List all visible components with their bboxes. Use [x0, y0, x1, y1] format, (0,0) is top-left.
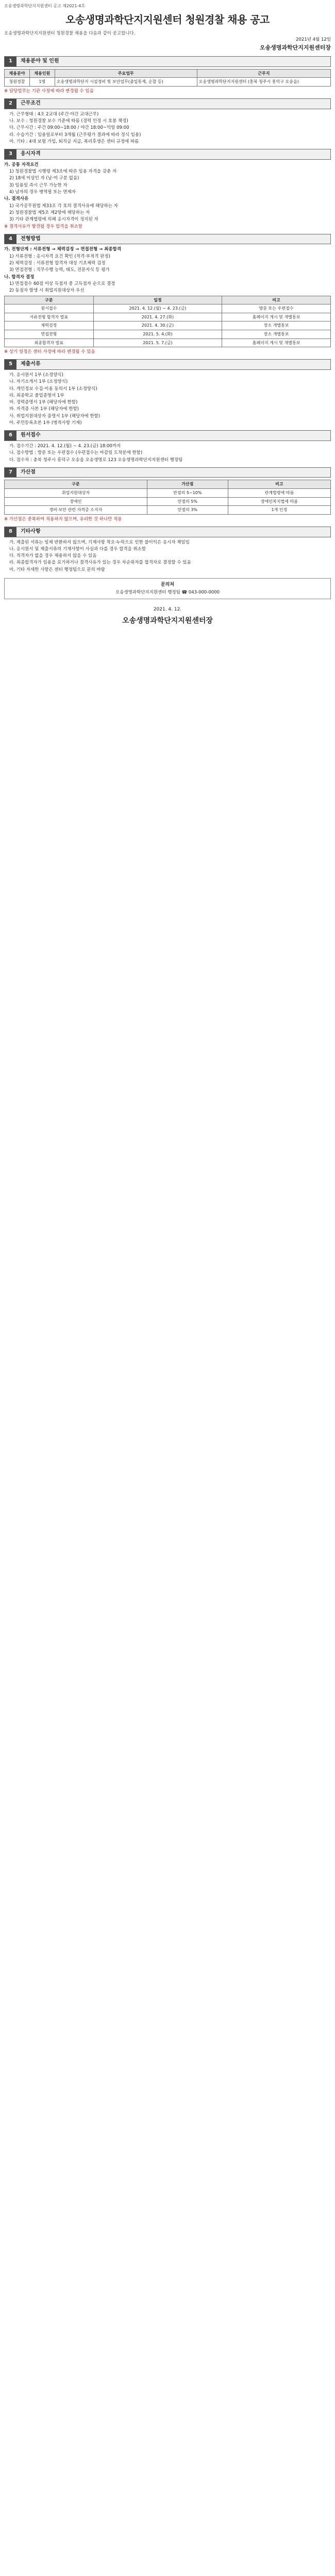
documents-list	[4, 372, 331, 427]
table-row	[5, 321, 331, 330]
section-title: 전형방법	[20, 235, 41, 242]
table-cell: 취업지원대상자	[5, 488, 147, 497]
list-item: 마. 경력증명서 1부 (해당자에 한함)	[9, 400, 78, 405]
list-item: 라. 최종학교 졸업증명서 1부	[9, 393, 64, 398]
table-cell: 2021. 4. 30.(금)	[93, 321, 222, 330]
list-item: ※ 결격사유가 발견될 경우 합격을 취소함	[4, 224, 83, 229]
col-header: 비고	[228, 480, 330, 489]
section-title: 가산점	[20, 469, 36, 475]
table-row	[5, 313, 331, 321]
section-number: 2	[5, 99, 16, 109]
section-header-5	[4, 359, 331, 370]
work-conditions-list	[4, 111, 331, 145]
list-item: 마. 기타 자세한 사항은 센터 행정팀으로 문의 바람	[9, 567, 105, 572]
table-cell: 방문 또는 우편접수	[222, 304, 331, 313]
list-item: 1) 서류전형 : 응시자격 요건 확인 (적격·부적격 판정)	[9, 253, 110, 259]
schedule-note: ※ 상기 일정은 센터 사정에 따라 변경될 수 있음	[4, 349, 95, 355]
table-row	[5, 488, 331, 497]
issuer-org: 오송생명과학단지지원센터장	[259, 44, 331, 52]
table-cell: 홈페이지 게시 및 개별통보	[222, 338, 331, 347]
table-cell: 체력검정	[5, 321, 94, 330]
table-cell: 관계법령에 따름	[228, 488, 330, 497]
table-cell: 장애인복지법에 따름	[228, 497, 330, 506]
list-item: 다. 적격자가 없을 경우 채용하지 않을 수 있음	[9, 553, 97, 559]
table-cell: 면접전형	[5, 330, 94, 338]
section-title: 근무조건	[20, 100, 41, 107]
section-header-4	[4, 234, 331, 245]
list-item: 가. 응시원서 1부 (소정양식)	[9, 372, 63, 378]
table-cell: 만점의 3%	[147, 506, 228, 515]
page-title: 오송생명과학단지지원센터 청원경찰 채용 공고	[65, 13, 270, 26]
notice-date: 2021년 4월 12일	[296, 37, 331, 42]
footer-date: 2021. 4. 12.	[153, 607, 182, 613]
misc-list	[4, 539, 331, 573]
table-cell: 2021. 5. 4.(화)	[93, 330, 222, 338]
section-number: 8	[5, 527, 16, 537]
list-item: 나. 결격사유	[4, 196, 29, 202]
list-item: 다. 근무시간 : 주간 09:00~18:00 / 야간 18:00~익일 09:00	[9, 125, 129, 131]
list-item: 마. 기타 : 4대 보험 가입, 퇴직금 지급, 복리후생은 센터 규정에 따름	[9, 139, 139, 144]
list-item: 가. 근무형태 : 4조 2교대 (주간·야간 교대근무)	[9, 111, 99, 117]
contact-box	[4, 578, 331, 599]
table-cell: 만점의 5~10%	[147, 488, 228, 497]
list-item: 나. 응시원서 및 제출서류의 기재사항이 사실과 다를 경우 합격을 취소함	[9, 546, 146, 552]
list-item: 2) 동점자 발생 시 취업지원대상자 우선	[9, 288, 85, 294]
table-cell: 2021. 5. 7.(금)	[93, 338, 222, 347]
section-title: 원서접수	[20, 432, 41, 438]
bonus-table	[4, 480, 331, 514]
list-item: 사. 취업지원대상자 증명서 1부 (해당자에 한함)	[9, 413, 100, 419]
notice-page	[0, 0, 335, 636]
section-header-2	[4, 98, 331, 109]
section-header-6	[4, 430, 331, 441]
section-title: 기타사항	[20, 529, 41, 535]
table-cell: 원서접수	[5, 304, 94, 313]
section-number: 3	[5, 149, 16, 159]
table-row	[5, 338, 331, 347]
list-item: 2) 체력검정 : 서류전형 합격자 대상 기초체력 검정	[9, 260, 106, 266]
table-cell: 장애인	[5, 497, 147, 506]
recruit-table	[4, 69, 331, 87]
col-header: 근무지	[197, 69, 330, 78]
list-item: 나. 합격자 결정	[4, 274, 35, 280]
list-item: 3) 기타 관계법령에 의해 응시자격이 정지된 자	[9, 217, 98, 223]
qualification-list	[4, 162, 331, 230]
list-item: 나. 자기소개서 1부 (소정양식)	[9, 379, 68, 385]
table-cell: 만점의 5%	[147, 497, 228, 506]
list-item: 가. 전형단계 : 서류전형 → 체력검정 → 면접전형 → 최종합격	[4, 247, 122, 252]
list-item: 1) 면접점수 60점 이상 득점자 중 고득점자 순으로 결정	[9, 281, 115, 286]
col-header: 가산점	[147, 480, 228, 489]
col-header: 일정	[93, 296, 222, 304]
list-item: 가. 접수기간 : 2021. 4. 12.(월) ~ 4. 23.(금) 18:00까지	[9, 443, 121, 449]
col-header: 주요업무	[55, 69, 197, 78]
section-header-8	[4, 527, 331, 537]
section-number: 1	[5, 57, 16, 66]
section-header-7	[4, 467, 331, 478]
list-item: 1) 국가공무원법 제33조 각 호의 결격사유에 해당하는 자	[9, 203, 118, 209]
col-header: 구분	[5, 296, 94, 304]
table-row	[5, 304, 331, 313]
table-row	[5, 330, 331, 338]
col-header: 구분	[5, 480, 147, 489]
schedule-table	[4, 296, 331, 348]
section-header-3	[4, 149, 331, 160]
section-header-1	[4, 56, 331, 67]
table-cell: 홈페이지 게시 및 개별통보	[222, 313, 331, 321]
list-item: 2) 18세 이상인 자 (남·여 구분 없음)	[9, 176, 79, 181]
table-row	[5, 497, 331, 506]
table-cell: 오송생명과학단지지원센터 (충북 청주시 흥덕구 오송읍)	[197, 78, 330, 87]
contact-body: 오송생명과학단지지원센터 행정팀 ☎ 043-000-0000	[115, 590, 220, 596]
section-title: 제출서류	[20, 361, 41, 367]
list-item: 나. 보수 : 청원경찰 보수 기준에 따름 (경력 인정 시 호봉 책정)	[9, 118, 128, 124]
footer	[4, 606, 331, 625]
list-item: 다. 접수처 : 충북 청주시 흥덕구 오송읍 오송생명로 123 오송생명과학단지지원센터 행정팀	[9, 457, 183, 463]
footer-org: 오송생명과학단지지원센터장	[122, 616, 213, 625]
list-item: 2) 청원경찰법 제5조 제2항에 해당하는 자	[9, 210, 90, 215]
table-cell: 1개 인정	[228, 506, 330, 515]
section-number: 4	[5, 234, 16, 244]
col-header: 비고	[222, 296, 331, 304]
bonus-note: ※ 가산점은 중복하여 적용하지 않으며, 유리한 것 하나만 적용	[4, 516, 122, 522]
list-item: 다. 개인정보 수집·이용 동의서 1부 (소정양식)	[9, 386, 97, 392]
list-item: 4) 남자의 경우 병역필 또는 면제자	[9, 189, 76, 195]
list-item: 가. 공통 자격요건	[4, 162, 39, 167]
table-cell: 1명	[29, 78, 55, 87]
list-item: 나. 접수방법 : 방문 또는 우편접수 (우편접수는 마감일 도착분에 한함)	[9, 450, 143, 456]
intro-text: 오송생명과학단지지원센터 청원경찰 채용을 다음과 같이 공고합니다.	[4, 30, 136, 36]
list-item: 라. 최종합격자가 임용을 포기하거나 결격사유가 있는 경우 차순위자를 합격자로 결정할 수 있음	[9, 560, 191, 566]
list-item: 라. 수습기간 : 임용일로부터 3개월 (근무평가 결과에 따라 정식 임용)	[9, 132, 141, 138]
list-item: 아. 주민등록초본 1부 (병적사항 기재)	[9, 420, 82, 426]
section-number: 7	[5, 468, 16, 478]
table-cell: 오송생명과학단지 시설경비 및 보안업무(출입통제, 순찰 등)	[55, 78, 197, 87]
list-item: 가. 제출된 서류는 일체 반환하지 않으며, 기재사항 착오·누락으로 인한 불이익은 응시자 책임임	[9, 539, 190, 545]
table-row	[5, 506, 331, 515]
application-list	[4, 443, 331, 463]
table-cell: 장소 개별통보	[222, 330, 331, 338]
list-item: 3) 임용일 즉시 근무 가능한 자	[9, 182, 68, 188]
table-cell: 장소 개별통보	[222, 321, 331, 330]
section-title: 채용분야 및 인원	[20, 58, 59, 64]
table-cell: 최종합격자 발표	[5, 338, 94, 347]
table-cell: 청원경찰	[5, 78, 30, 87]
notice-number: 오송생명과학단지지원센터 공고 제2021-4호	[4, 4, 86, 8]
table-row	[5, 78, 331, 87]
section-title: 응시자격	[20, 151, 41, 157]
section-number: 5	[5, 360, 16, 369]
list-item: 바. 자격증 사본 1부 (해당자에 한함)	[9, 406, 79, 412]
section-number: 6	[5, 431, 16, 440]
col-header: 채용인원	[29, 69, 55, 78]
table-cell: 2021. 4. 12.(월) ~ 4. 23.(금)	[93, 304, 222, 313]
section-note: ※ 담당업무는 기관 사정에 따라 변경될 수 있음	[4, 88, 94, 94]
list-item: 1) 청원경찰법 시행령 제3조에 따른 임용 자격을 갖춘 자	[9, 169, 117, 175]
col-header: 채용분야	[5, 69, 30, 78]
selection-process-list	[4, 246, 331, 294]
list-item: 3) 면접전형 : 직무수행 능력, 태도, 전문지식 등 평가	[9, 267, 110, 273]
table-cell: 2021. 4. 27.(화)	[93, 313, 222, 321]
table-cell: 서류전형 합격자 발표	[5, 313, 94, 321]
table-cell: 경비·보안 관련 자격증 소지자	[5, 506, 147, 515]
contact-title: 문의처	[160, 582, 175, 588]
